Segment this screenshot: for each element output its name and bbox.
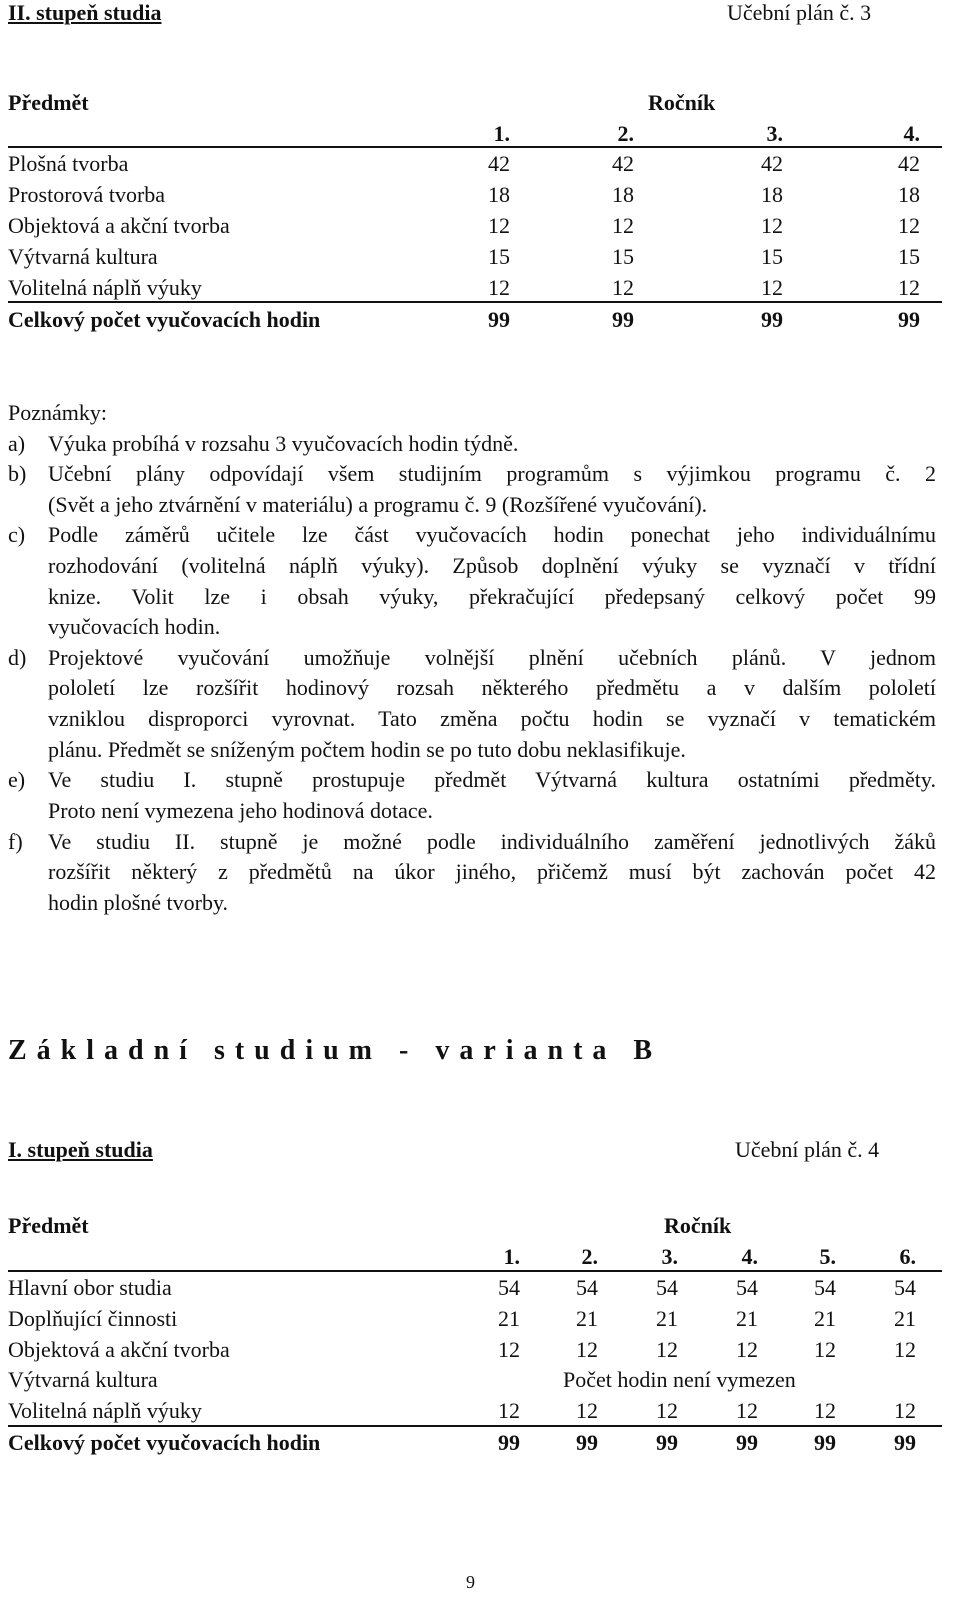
table-cell: 12 bbox=[612, 275, 634, 300]
table-cell: 18 bbox=[898, 182, 920, 207]
table-span-cell: Počet hodin není vymezen bbox=[563, 1367, 796, 1392]
table-cell: 54 bbox=[576, 1275, 598, 1300]
total-cell: 99 bbox=[498, 1430, 520, 1455]
table-cell: 21 bbox=[736, 1306, 758, 1331]
table-row-label: Objektová a akční tvorba bbox=[8, 213, 230, 238]
note-line: Podle záměrů učitele lze část vyučovacích hodin ponechat jeho individuálnímu bbox=[48, 522, 936, 547]
table-cell: 12 bbox=[736, 1337, 758, 1362]
table-cell: 21 bbox=[576, 1306, 598, 1331]
section2-year-header: Ročník bbox=[664, 1213, 732, 1238]
table-cell: 42 bbox=[898, 151, 920, 176]
table-row-label: Doplňující činnosti bbox=[8, 1306, 178, 1331]
table-row-label: Prostorová tvorba bbox=[8, 182, 166, 207]
section1-year-1: 1. bbox=[493, 121, 510, 146]
table-cell: 12 bbox=[761, 275, 783, 300]
section2-year-4: 4. bbox=[741, 1244, 758, 1269]
note-line: Výuka probíhá v rozsahu 3 vyučovacích hodin týdně. bbox=[48, 431, 519, 456]
table-row-label: Výtvarná kultura bbox=[8, 1367, 158, 1392]
table-cell: 12 bbox=[656, 1337, 678, 1362]
table-cell: 18 bbox=[761, 182, 783, 207]
section1-year-3: 3. bbox=[766, 121, 783, 146]
table-cell: 54 bbox=[736, 1275, 758, 1300]
total-row-label: Celkový počet vyučovacích hodin bbox=[8, 307, 321, 332]
table-cell: 12 bbox=[736, 1398, 758, 1423]
note-marker: c) bbox=[8, 522, 26, 547]
table-cell: 12 bbox=[488, 213, 510, 238]
table-row-label: Výtvarná kultura bbox=[8, 244, 158, 269]
variant-heading: Základní studium - varianta B bbox=[8, 1035, 663, 1066]
table-cell: 21 bbox=[498, 1306, 520, 1331]
note-line: Učební plány odpovídají všem studijním programům s výjimkou programu č. 2 bbox=[48, 461, 936, 486]
note-line: hodin plošné tvorby. bbox=[48, 890, 229, 915]
notes-heading: Poznámky: bbox=[8, 400, 107, 425]
note-line: Ve studiu II. stupně je možné podle individuálního zaměření jednotlivých žáků bbox=[48, 829, 936, 854]
section2-year-6: 6. bbox=[899, 1244, 916, 1269]
section2-year-1: 1. bbox=[503, 1244, 520, 1269]
section1-year-2: 2. bbox=[617, 121, 634, 146]
table-cell: 21 bbox=[894, 1306, 916, 1331]
table-cell: 18 bbox=[612, 182, 634, 207]
section1-subject-header: Předmět bbox=[8, 90, 89, 115]
note-line: rozšířit některý z předmětů na úkor jiného, přičemž musí být zachován počet 42 bbox=[48, 859, 936, 884]
section1-year-header: Ročník bbox=[648, 90, 716, 115]
note-marker: e) bbox=[8, 767, 26, 792]
table-row-label: Volitelná náplň výuky bbox=[8, 1398, 202, 1423]
table-cell: 12 bbox=[488, 275, 510, 300]
table-cell: 12 bbox=[498, 1398, 520, 1423]
total-cell: 99 bbox=[761, 307, 783, 332]
page-number: 9 bbox=[466, 1572, 475, 1592]
section1-year-4: 4. bbox=[903, 121, 920, 146]
note-line: (Svět a jeho ztvárnění v materiálu) a programu č. 9 (Rozšířené vyučování). bbox=[48, 492, 708, 517]
total-cell: 99 bbox=[894, 1430, 916, 1455]
note-line: rozhodování (volitelná náplň výuky). Způsob doplnění výuky se vyznačí v třídní bbox=[48, 553, 936, 578]
section2-plan: Učební plán č. 4 bbox=[735, 1137, 880, 1162]
table-cell: 12 bbox=[576, 1398, 598, 1423]
section2-year-3: 3. bbox=[661, 1244, 678, 1269]
table-cell: 15 bbox=[761, 244, 783, 269]
total-cell: 99 bbox=[488, 307, 510, 332]
section1-total-rule bbox=[8, 301, 942, 303]
note-line: plánu. Předmět se sníženým počtem hodin se po tuto dobu neklasifikuje. bbox=[48, 737, 686, 762]
note-line: Ve studiu I. stupně prostupuje předmět Výtvarná kultura ostatními předměty. bbox=[48, 767, 936, 792]
total-row-label: Celkový počet vyučovacích hodin bbox=[8, 1430, 321, 1455]
note-line: knize. Volit lze i obsah výuky, překračující předepsaný celkový počet 99 bbox=[48, 584, 936, 609]
table-cell: 12 bbox=[498, 1337, 520, 1362]
table-cell: 12 bbox=[894, 1337, 916, 1362]
table-cell: 54 bbox=[498, 1275, 520, 1300]
section1-plan: Učební plán č. 3 bbox=[727, 0, 872, 25]
table-cell: 42 bbox=[761, 151, 783, 176]
note-marker: b) bbox=[8, 461, 27, 486]
table-row-label: Plošná tvorba bbox=[8, 151, 129, 176]
table-cell: 12 bbox=[761, 213, 783, 238]
table-cell: 21 bbox=[656, 1306, 678, 1331]
table-cell: 54 bbox=[814, 1275, 836, 1300]
table-cell: 42 bbox=[488, 151, 510, 176]
section2-year-2: 2. bbox=[581, 1244, 598, 1269]
section2-total-rule bbox=[8, 1425, 942, 1427]
table-cell: 12 bbox=[576, 1337, 598, 1362]
table-cell: 42 bbox=[612, 151, 634, 176]
table-cell: 54 bbox=[656, 1275, 678, 1300]
total-cell: 99 bbox=[612, 307, 634, 332]
section1-header-rule bbox=[8, 146, 942, 148]
total-cell: 99 bbox=[736, 1430, 758, 1455]
section1-title: II. stupeň studia bbox=[8, 0, 162, 25]
total-cell: 99 bbox=[576, 1430, 598, 1455]
table-cell: 15 bbox=[612, 244, 634, 269]
table-row-label: Volitelná náplň výuky bbox=[8, 275, 202, 300]
table-cell: 15 bbox=[898, 244, 920, 269]
table-cell: 21 bbox=[814, 1306, 836, 1331]
note-line: vyučovacích hodin. bbox=[48, 614, 221, 639]
table-cell: 12 bbox=[612, 213, 634, 238]
table-cell: 12 bbox=[898, 275, 920, 300]
section2-title: I. stupeň studia bbox=[8, 1137, 153, 1162]
note-line: Projektové vyučování umožňuje volnější plnění učebních plánů. V jednom bbox=[48, 645, 936, 670]
note-line: vzniklou disproporci vyrovnat. Tato změna počtu hodin se vyznačí v tematickém bbox=[48, 706, 936, 731]
note-line: pololetí lze rozšířit hodinový rozsah některého předmětu a v dalším pololetí bbox=[48, 675, 936, 700]
total-cell: 99 bbox=[814, 1430, 836, 1455]
table-cell: 12 bbox=[814, 1337, 836, 1362]
table-cell: 15 bbox=[488, 244, 510, 269]
total-cell: 99 bbox=[656, 1430, 678, 1455]
note-marker: a) bbox=[8, 431, 26, 456]
table-cell: 12 bbox=[656, 1398, 678, 1423]
section2-year-5: 5. bbox=[819, 1244, 836, 1269]
note-marker: f) bbox=[8, 829, 23, 854]
note-marker: d) bbox=[8, 645, 27, 670]
table-cell: 12 bbox=[814, 1398, 836, 1423]
table-cell: 54 bbox=[894, 1275, 916, 1300]
section2-subject-header: Předmět bbox=[8, 1213, 89, 1238]
total-cell: 99 bbox=[898, 307, 920, 332]
table-cell: 18 bbox=[488, 182, 510, 207]
table-row-label: Hlavní obor studia bbox=[8, 1275, 172, 1300]
table-cell: 12 bbox=[898, 213, 920, 238]
table-cell: 12 bbox=[894, 1398, 916, 1423]
note-line: Proto není vymezena jeho hodinová dotace. bbox=[48, 798, 433, 823]
section2-header-rule bbox=[8, 1270, 942, 1272]
table-row-label: Objektová a akční tvorba bbox=[8, 1337, 230, 1362]
